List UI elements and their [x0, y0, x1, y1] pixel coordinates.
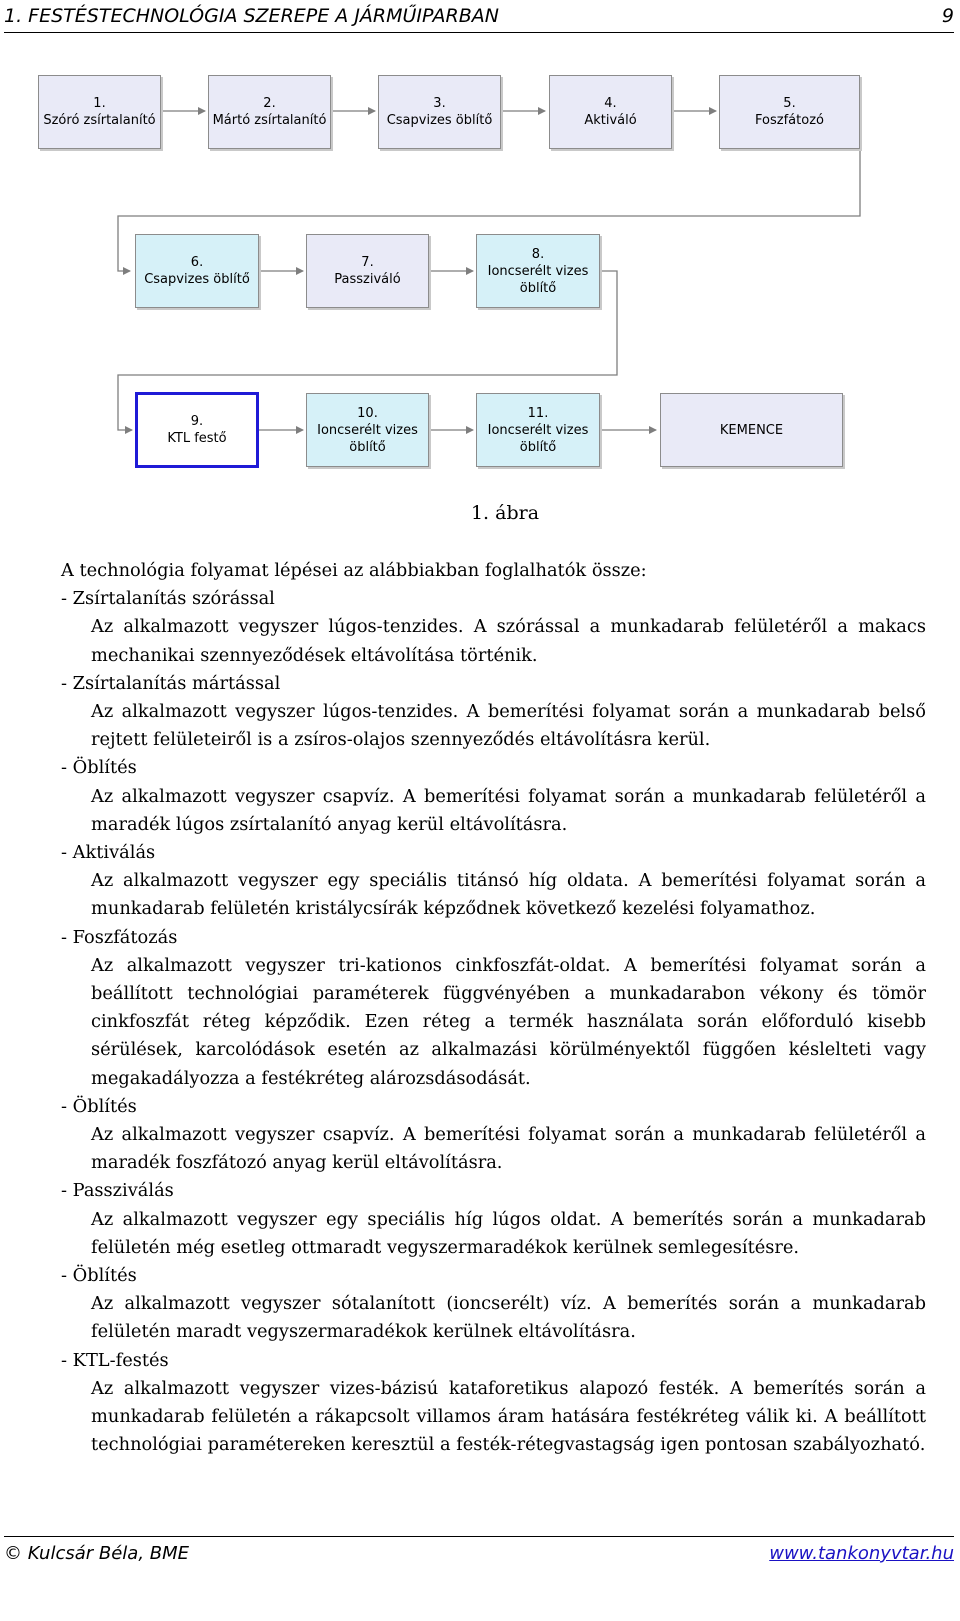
section-heading: - Öblítés — [61, 1095, 137, 1117]
step-2-box: 2. Mártó zsírtalanító — [208, 75, 331, 149]
section-heading: - Öblítés — [61, 1265, 137, 1287]
section-text: Az alkalmazott vegyszer vizes-bázisú kataforetikus alapozó festék. A bemerítés során a munkadarab felületén a rákapcsolt villamos áram hatására festékréteg válik ki. A beállított technológiai paramétereken keresztül a festék-rétegvastagság igen pontosan szabályozható. — [91, 1377, 926, 1456]
section-text: Az alkalmazott vegyszer csapvíz. A bemerítési folyamat során a munkadarab felületéről a maradék lúgos zsírtalanító anyag kerül eltávolításra. — [91, 785, 926, 835]
kemence-box: KEMENCE — [660, 393, 843, 467]
intro-paragraph: A technológia folyamat lépései az alábbiakban foglalhatók össze: — [61, 560, 647, 581]
section-heading: - KTL-festés — [61, 1349, 169, 1371]
section-text: Az alkalmazott vegyszer egy speciális titánsó híg oldata. A bemerítési folyamat során a munkadarab felületén kristálycsírák képződnek következő kezelési folyamathoz. — [91, 870, 926, 920]
step-5-box: 5. Foszfátozó — [719, 75, 860, 149]
section-text: Az alkalmazott vegyszer tri-kationos cinkfoszfát-oldat. A bemerítési folyamat során a beállított technológiai paraméterek függvényében a munkadarabon vékony és tömör cinkfoszfát réteg képződik. Ezen réteg a termék használata során előforduló kisebb sérülések, karcolódások esetén az alkalmazási körülményektől függően késlelteti vagy megakadályozza a festékréteg alározsdásodását. — [91, 954, 926, 1089]
step-6-box: 6. Csapvizes öblítő — [135, 234, 259, 308]
step-10-box: 10. Ioncserélt vizes öblítő — [306, 393, 429, 467]
section-text: Az alkalmazott vegyszer lúgos-tenzides. A szórással a munkadarab felületéről a makacs mechanikai szennyeződések eltávolítása történik. — [91, 616, 926, 666]
footer-url-link[interactable]: www.tankonyvtar.hu — [769, 1543, 954, 1564]
section-text: Az alkalmazott vegyszer egy speciális híg lúgos oldat. A bemerítés során a munkadarab felületén még esetleg ottmaradt vegyszermaradékok kerülnek semlegesítésre. — [91, 1208, 926, 1258]
section-heading: - Passziválás — [61, 1180, 174, 1202]
step-4-box: 4. Aktiváló — [549, 75, 672, 149]
section-heading: - Aktiválás — [61, 842, 156, 864]
section-text: Az alkalmazott vegyszer lúgos-tenzides. A bemerítési folyamat során a munkadarab belső rejtett felületeiről is a zsíros-olajos szennyeződés eltávolításra kerül. — [91, 701, 926, 751]
section-heading: - Zsírtalanítás szórással — [61, 588, 275, 610]
step-8-box: 8. Ioncserélt vizes öblítő — [476, 234, 600, 308]
section-heading: - Öblítés — [61, 757, 137, 779]
section-text: Az alkalmazott vegyszer sótalanított (ioncserélt) víz. A bemerítés során a munkadarab felületén maradt vegyszermaradékok kerülnek eltávolításra. — [91, 1293, 926, 1343]
step-1-box: 1. Szóró zsírtalanító — [38, 75, 161, 149]
body-text — [61, 557, 926, 1460]
figure-caption: 1. ábra — [470, 502, 540, 524]
section-text: Az alkalmazott vegyszer csapvíz. A bemerítési folyamat során a munkadarab felületéről a maradék foszfátozó anyag kerül eltávolításra. — [91, 1124, 926, 1174]
step-9-box: 9. KTL festő — [135, 392, 259, 468]
footer-author: © Kulcsár Béla, BME — [4, 1543, 190, 1564]
page-number: 9 — [941, 5, 954, 27]
step-11-box: 11. Ioncserélt vizes öblítő — [476, 393, 600, 467]
section-heading: - Foszfátozás — [61, 926, 178, 948]
section-heading: - Zsírtalanítás mártással — [61, 672, 281, 694]
chapter-title: 1. FESTÉSTECHNOLÓGIA SZEREPE A JÁRMŰIPARBAN — [4, 5, 499, 27]
step-3-box: 3. Csapvizes öblítő — [378, 75, 501, 149]
page-footer — [4, 1536, 954, 1564]
step-7-box: 7. Passziváló — [306, 234, 429, 308]
